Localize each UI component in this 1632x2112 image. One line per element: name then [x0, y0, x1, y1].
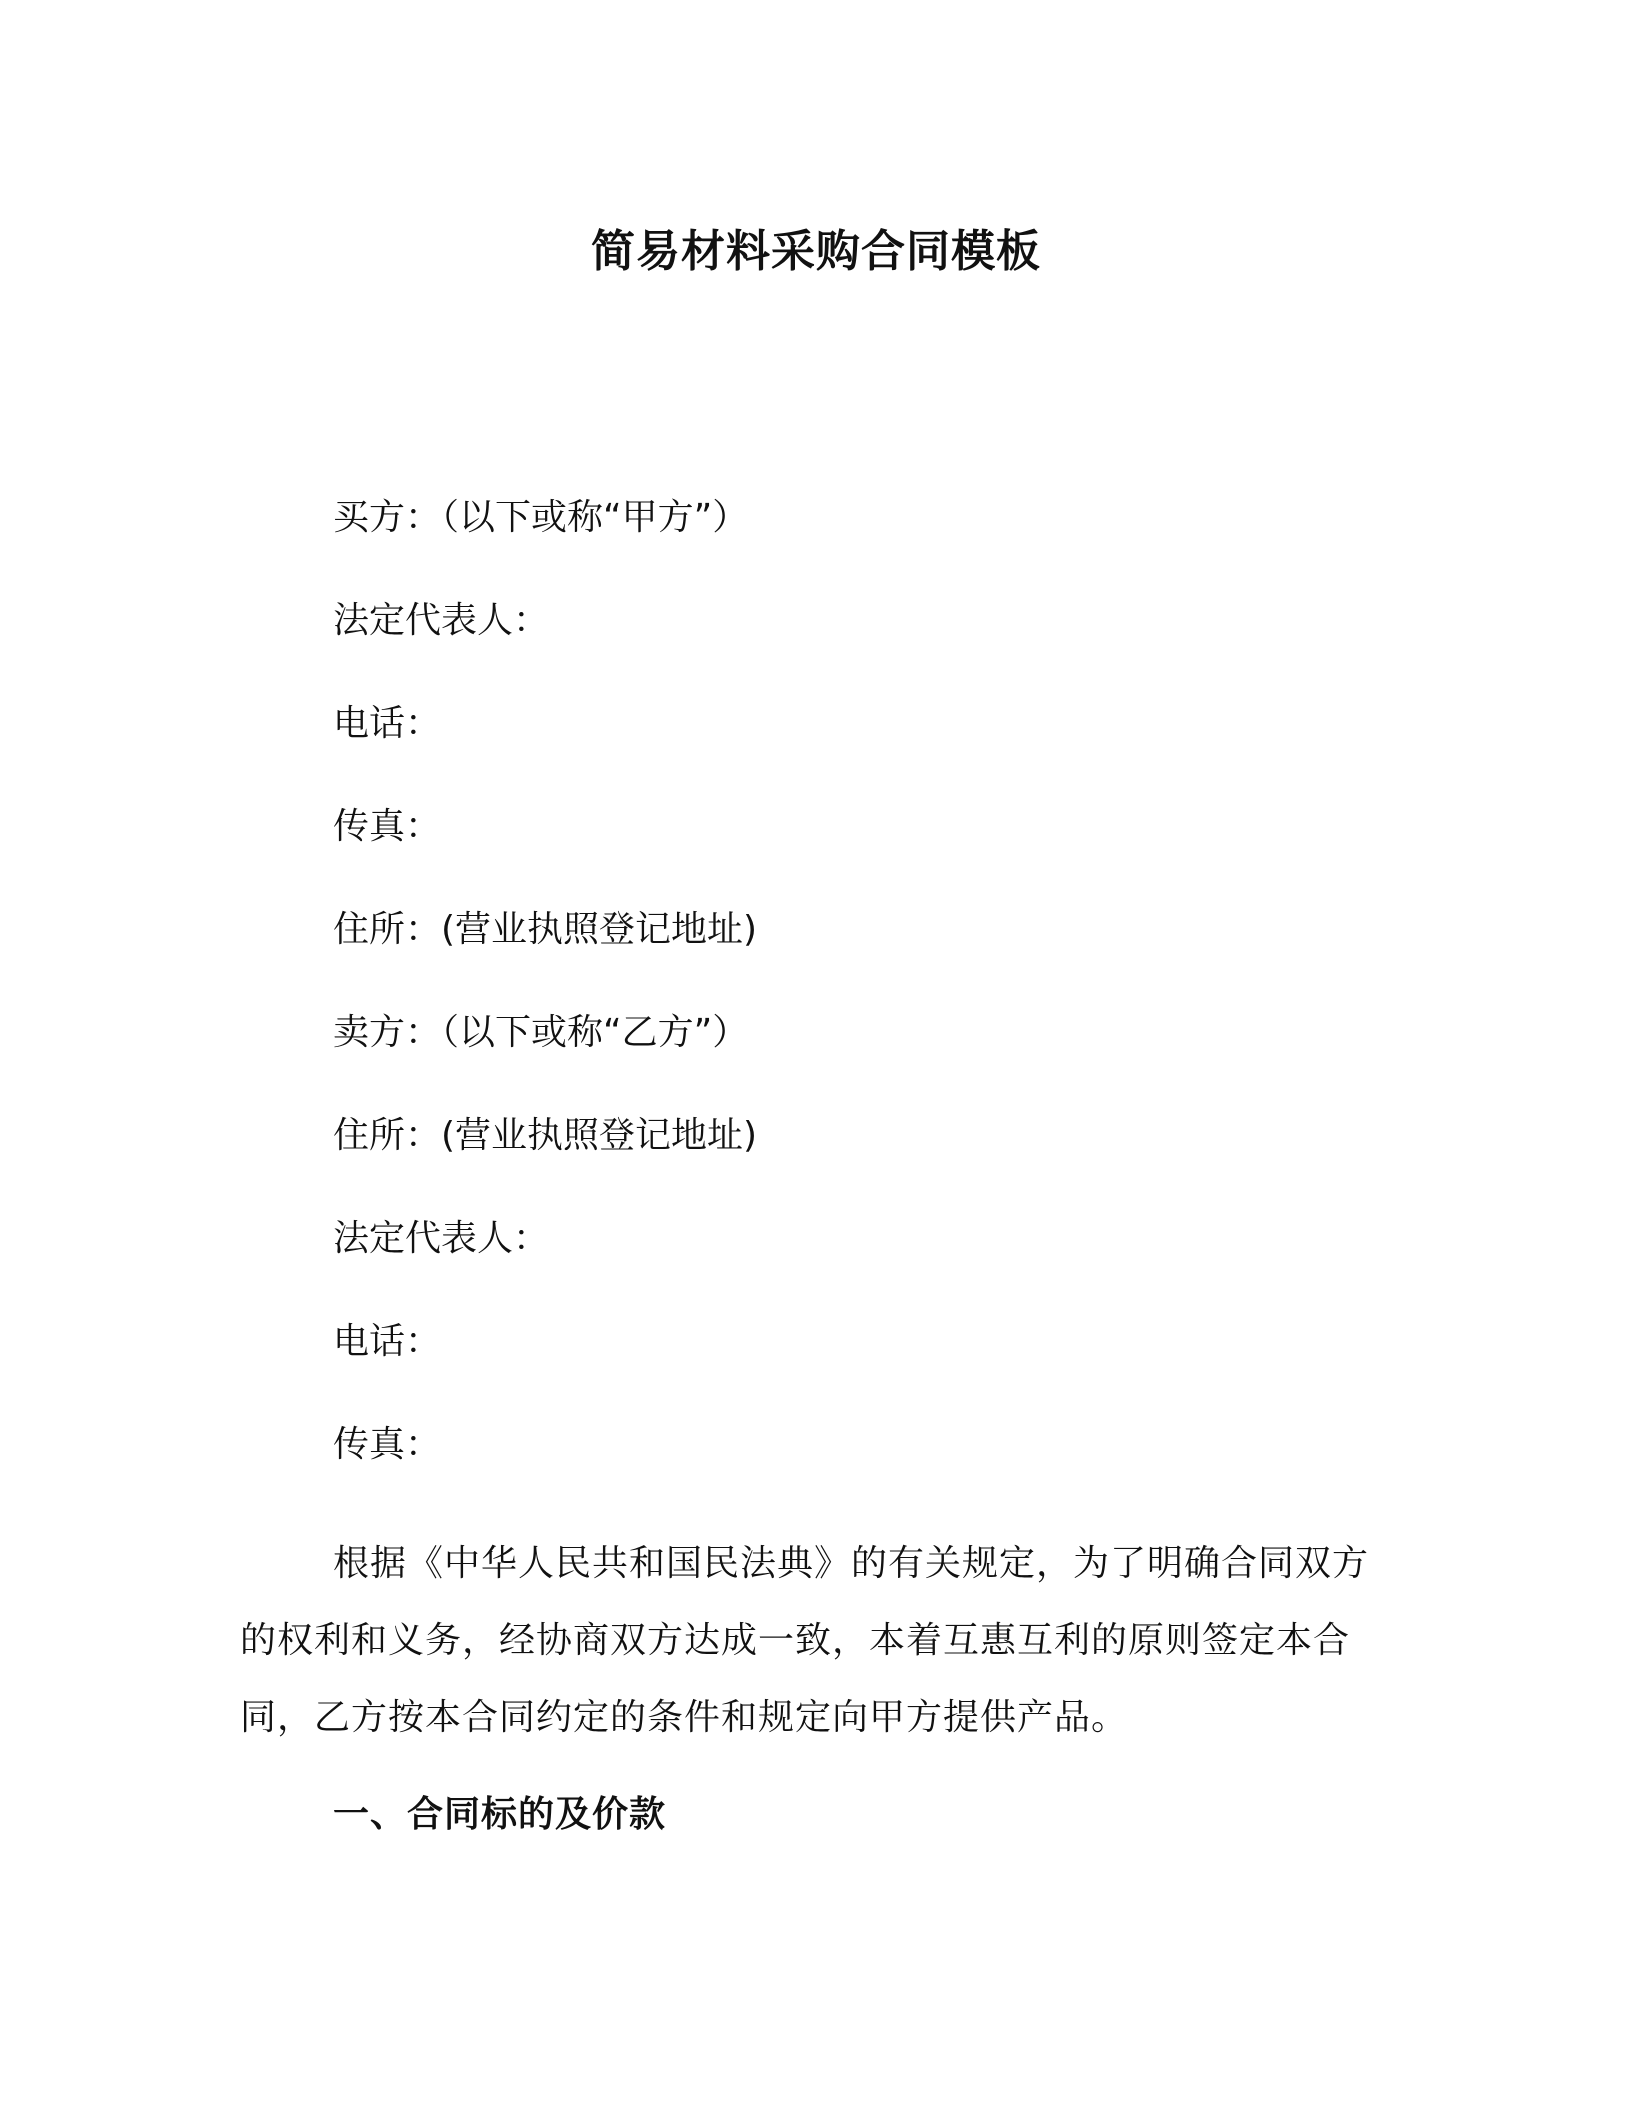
buyer-legal-rep-field: 法定代表人：	[333, 600, 550, 641]
section-heading: 一、合同标的及价款	[333, 1794, 667, 1835]
buyer-phone-field: 电话：	[333, 703, 442, 744]
seller-address-field: 住所：(营业执照登记地址)	[333, 1115, 758, 1156]
seller-field: 卖方：（以下或称“乙方”）	[333, 1012, 749, 1053]
intro-paragraph: 根据《中华人民共和国民法典》的有关规定，为了明确合同双方的权利和义务，经协商双方达成一致，本着互惠互利的原则签定本合同，乙方按本合同约定的条件和规定向甲方提供产品。	[240, 1543, 1370, 1738]
seller-phone-field: 电话：	[333, 1321, 442, 1362]
buyer-address-field: 住所：(营业执照登记地址)	[333, 909, 758, 950]
document-title: 简易材料采购合同模板	[591, 226, 1041, 277]
seller-legal-rep-field: 法定代表人：	[333, 1218, 550, 1259]
seller-fax-field: 传真：	[333, 1424, 442, 1465]
buyer-fax-field: 传真：	[333, 806, 442, 847]
buyer-field: 买方：（以下或称“甲方”）	[333, 497, 749, 538]
